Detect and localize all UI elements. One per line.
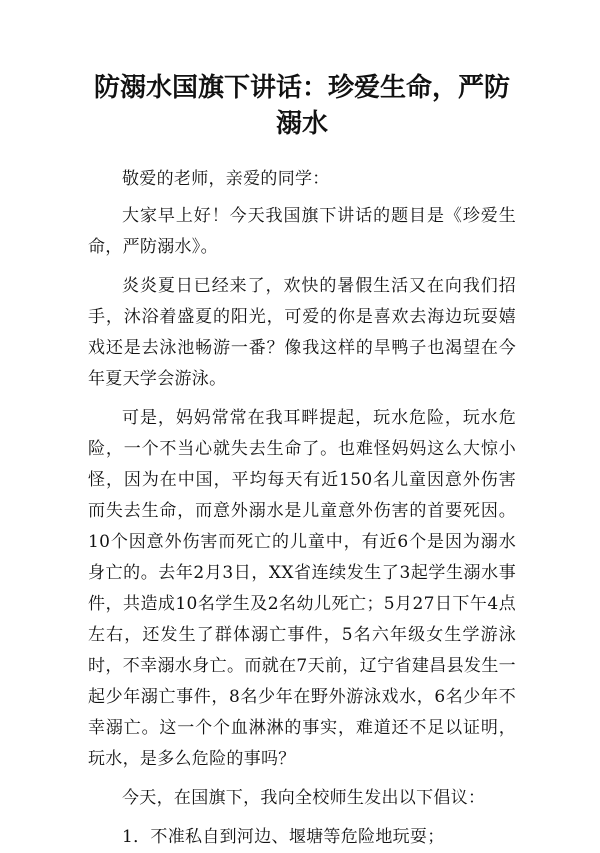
document-body (88, 164, 516, 853)
paragraph-summer: 炎炎夏日已经来了，欢快的暑假生活又在向我们招手，沐浴着盛夏的阳光，可爱的你是喜欢去海边玩耍嬉戏还是去泳池畅游一番？像我这样的旱鸭子也渴望在今年夏天学会游泳。 (88, 276, 516, 389)
document-title: 防溺水国旗下讲话：珍爱生命，严防溺水 (93, 73, 510, 139)
paragraph-danger-facts: 可是，妈妈常常在我耳畔提起，玩水危险，玩水危险，一个不当心就失去生命了。也难怪妈妈这么大惊小怪，因为在中国，平均每天有近150名儿童因意外伤害而失去生命，而意外溺水是儿童意外伤害的首要死因。10个因意外伤害而死亡的儿童中，有近6个是因为溺水身亡的。去年2月3日，XX省连续发生了3起学生溺水事件，共造成10名学生及2名幼儿死亡；5月27日下午4点左右，还发生了群体溺亡事件，5名六年级女生学游泳时，不幸溺水身亡。而就在7天前，辽宁省建昌县发生一起少年溺亡事件，8名少年在野外游泳戏水，6名少年不幸溺亡。这一个个血淋淋的事实，难道还不足以证明，玩水，是多么危险的事吗？ (88, 408, 516, 769)
salutation: 敬爱的老师，亲爱的同学： (122, 169, 330, 189)
paragraph-greeting: 大家早上好！今天我国旗下讲话的题目是《珍爱生命，严防溺水》。 (88, 206, 516, 257)
paragraph-proposal-intro: 今天，在国旗下，我向全校师生发出以下倡议： (122, 788, 486, 808)
proposal-item: 1．不准私自到河边、堰塘等危险地玩耍； (122, 827, 445, 847)
